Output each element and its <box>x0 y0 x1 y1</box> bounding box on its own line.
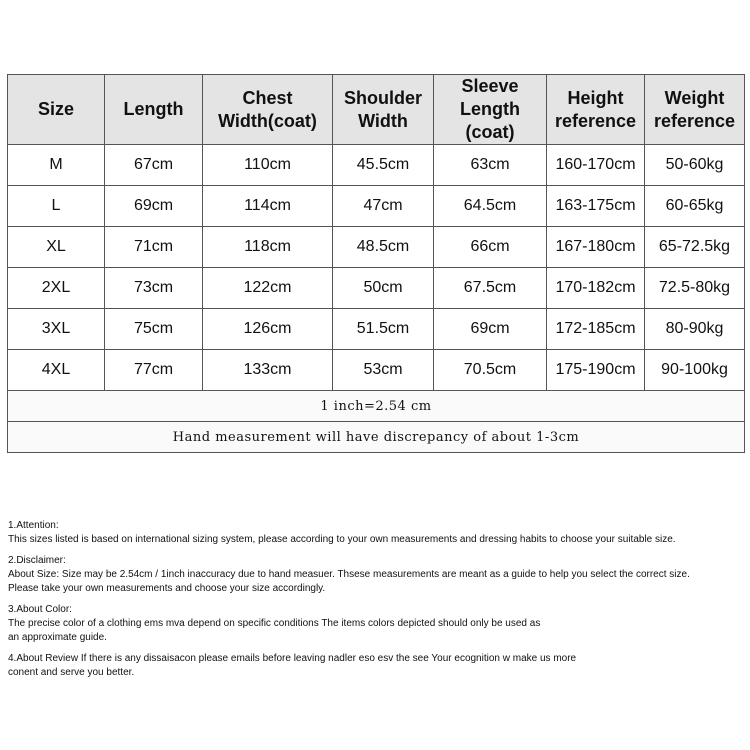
table-cell-height-reference: 163-175cm <box>547 186 645 227</box>
table-cell-shoulder-width: 51.5cm <box>333 309 434 350</box>
size-chart-table <box>7 74 745 453</box>
table-cell-sleeve-length: 70.5cm <box>434 350 547 391</box>
table-cell-shoulder-width: 47cm <box>333 186 434 227</box>
table-cell-length: 67cm <box>105 145 203 186</box>
note-body: 4.About Review If there is any dissaisacon please emails before leaving nadler eso esv the see Your ecognition w make us more conent and serve you better. <box>8 653 577 678</box>
table-cell-length: 71cm <box>105 227 203 268</box>
table-cell-length: 75cm <box>105 309 203 350</box>
note-title: 3.About Color: <box>8 604 72 615</box>
table-cell-length: 69cm <box>105 186 203 227</box>
table-body <box>8 145 745 391</box>
table-cell-weight-reference: 72.5-80kg <box>645 268 745 309</box>
table-cell-height-reference: 170-182cm <box>547 268 645 309</box>
column-header-weight-reference: Weight reference <box>645 75 745 145</box>
table-cell-shoulder-width: 48.5cm <box>333 227 434 268</box>
conversion-note-row <box>8 391 745 422</box>
table-row <box>8 268 745 309</box>
table-cell-size: 3XL <box>8 309 105 350</box>
column-header-shoulder-width: Shoulder Width <box>333 75 434 145</box>
table-cell-chest-width: 122cm <box>203 268 333 309</box>
table-row <box>8 186 745 227</box>
table-cell-height-reference: 175-190cm <box>547 350 645 391</box>
table-cell-length: 77cm <box>105 350 203 391</box>
table-cell-sleeve-length: 69cm <box>434 309 547 350</box>
column-header-sleeve-length: Sleeve Length (coat) <box>434 75 547 145</box>
discrepancy-note: Hand measurement will have discrepancy of about 1-3cm <box>8 422 745 453</box>
column-header-size: Size <box>8 75 105 145</box>
table-cell-size: 2XL <box>8 268 105 309</box>
table-cell-weight-reference: 60-65kg <box>645 186 745 227</box>
table-cell-shoulder-width: 53cm <box>333 350 434 391</box>
table-row <box>8 227 745 268</box>
table-row <box>8 350 745 391</box>
table-cell-shoulder-width: 50cm <box>333 268 434 309</box>
header-row <box>8 75 745 145</box>
table-cell-chest-width: 110cm <box>203 145 333 186</box>
table-cell-height-reference: 160-170cm <box>547 145 645 186</box>
table-cell-size: XL <box>8 227 105 268</box>
column-header-chest-width: Chest Width(coat) <box>203 75 333 145</box>
table-cell-weight-reference: 65-72.5kg <box>645 227 745 268</box>
table-cell-length: 73cm <box>105 268 203 309</box>
table-cell-size: 4XL <box>8 350 105 391</box>
table-cell-shoulder-width: 45.5cm <box>333 145 434 186</box>
table-cell-chest-width: 133cm <box>203 350 333 391</box>
table-cell-chest-width: 114cm <box>203 186 333 227</box>
notes-section <box>8 519 748 687</box>
note-body: The precise color of a clothing ems mva depend on specific conditions The items colors depicted should only be used as an approximate guide. <box>8 618 541 643</box>
column-header-height-reference: Height reference <box>547 75 645 145</box>
note-body: About Size: Size may be 2.54cm / 1inch inaccuracy due to hand measuer. Thsese measurements are meant as a guide to help you select the correct size. Please take your own measurements and choose your size accordingly. <box>8 569 690 594</box>
table-cell-height-reference: 167-180cm <box>547 227 645 268</box>
table-cell-sleeve-length: 63cm <box>434 145 547 186</box>
table-row <box>8 309 745 350</box>
table-cell-chest-width: 118cm <box>203 227 333 268</box>
discrepancy-note-row <box>8 422 745 453</box>
note-block <box>8 519 748 547</box>
conversion-note: 1 inch=2.54 cm <box>8 391 745 422</box>
note-block <box>8 554 748 596</box>
table-cell-sleeve-length: 66cm <box>434 227 547 268</box>
table-cell-weight-reference: 50-60kg <box>645 145 745 186</box>
note-title: 1.Attention: <box>8 520 59 531</box>
table-cell-size: L <box>8 186 105 227</box>
table-cell-weight-reference: 90-100kg <box>645 350 745 391</box>
note-title: 2.Disclaimer: <box>8 555 66 566</box>
column-header-length: Length <box>105 75 203 145</box>
table-row <box>8 145 745 186</box>
table-cell-height-reference: 172-185cm <box>547 309 645 350</box>
table-cell-size: M <box>8 145 105 186</box>
table-cell-sleeve-length: 67.5cm <box>434 268 547 309</box>
table-cell-sleeve-length: 64.5cm <box>434 186 547 227</box>
note-block <box>8 652 748 680</box>
table-cell-weight-reference: 80-90kg <box>645 309 745 350</box>
table-cell-chest-width: 126cm <box>203 309 333 350</box>
note-block <box>8 603 748 645</box>
note-body: This sizes listed is based on international sizing system, please according to your own measurements and dressing habits to choose your suitable size. <box>8 534 676 545</box>
